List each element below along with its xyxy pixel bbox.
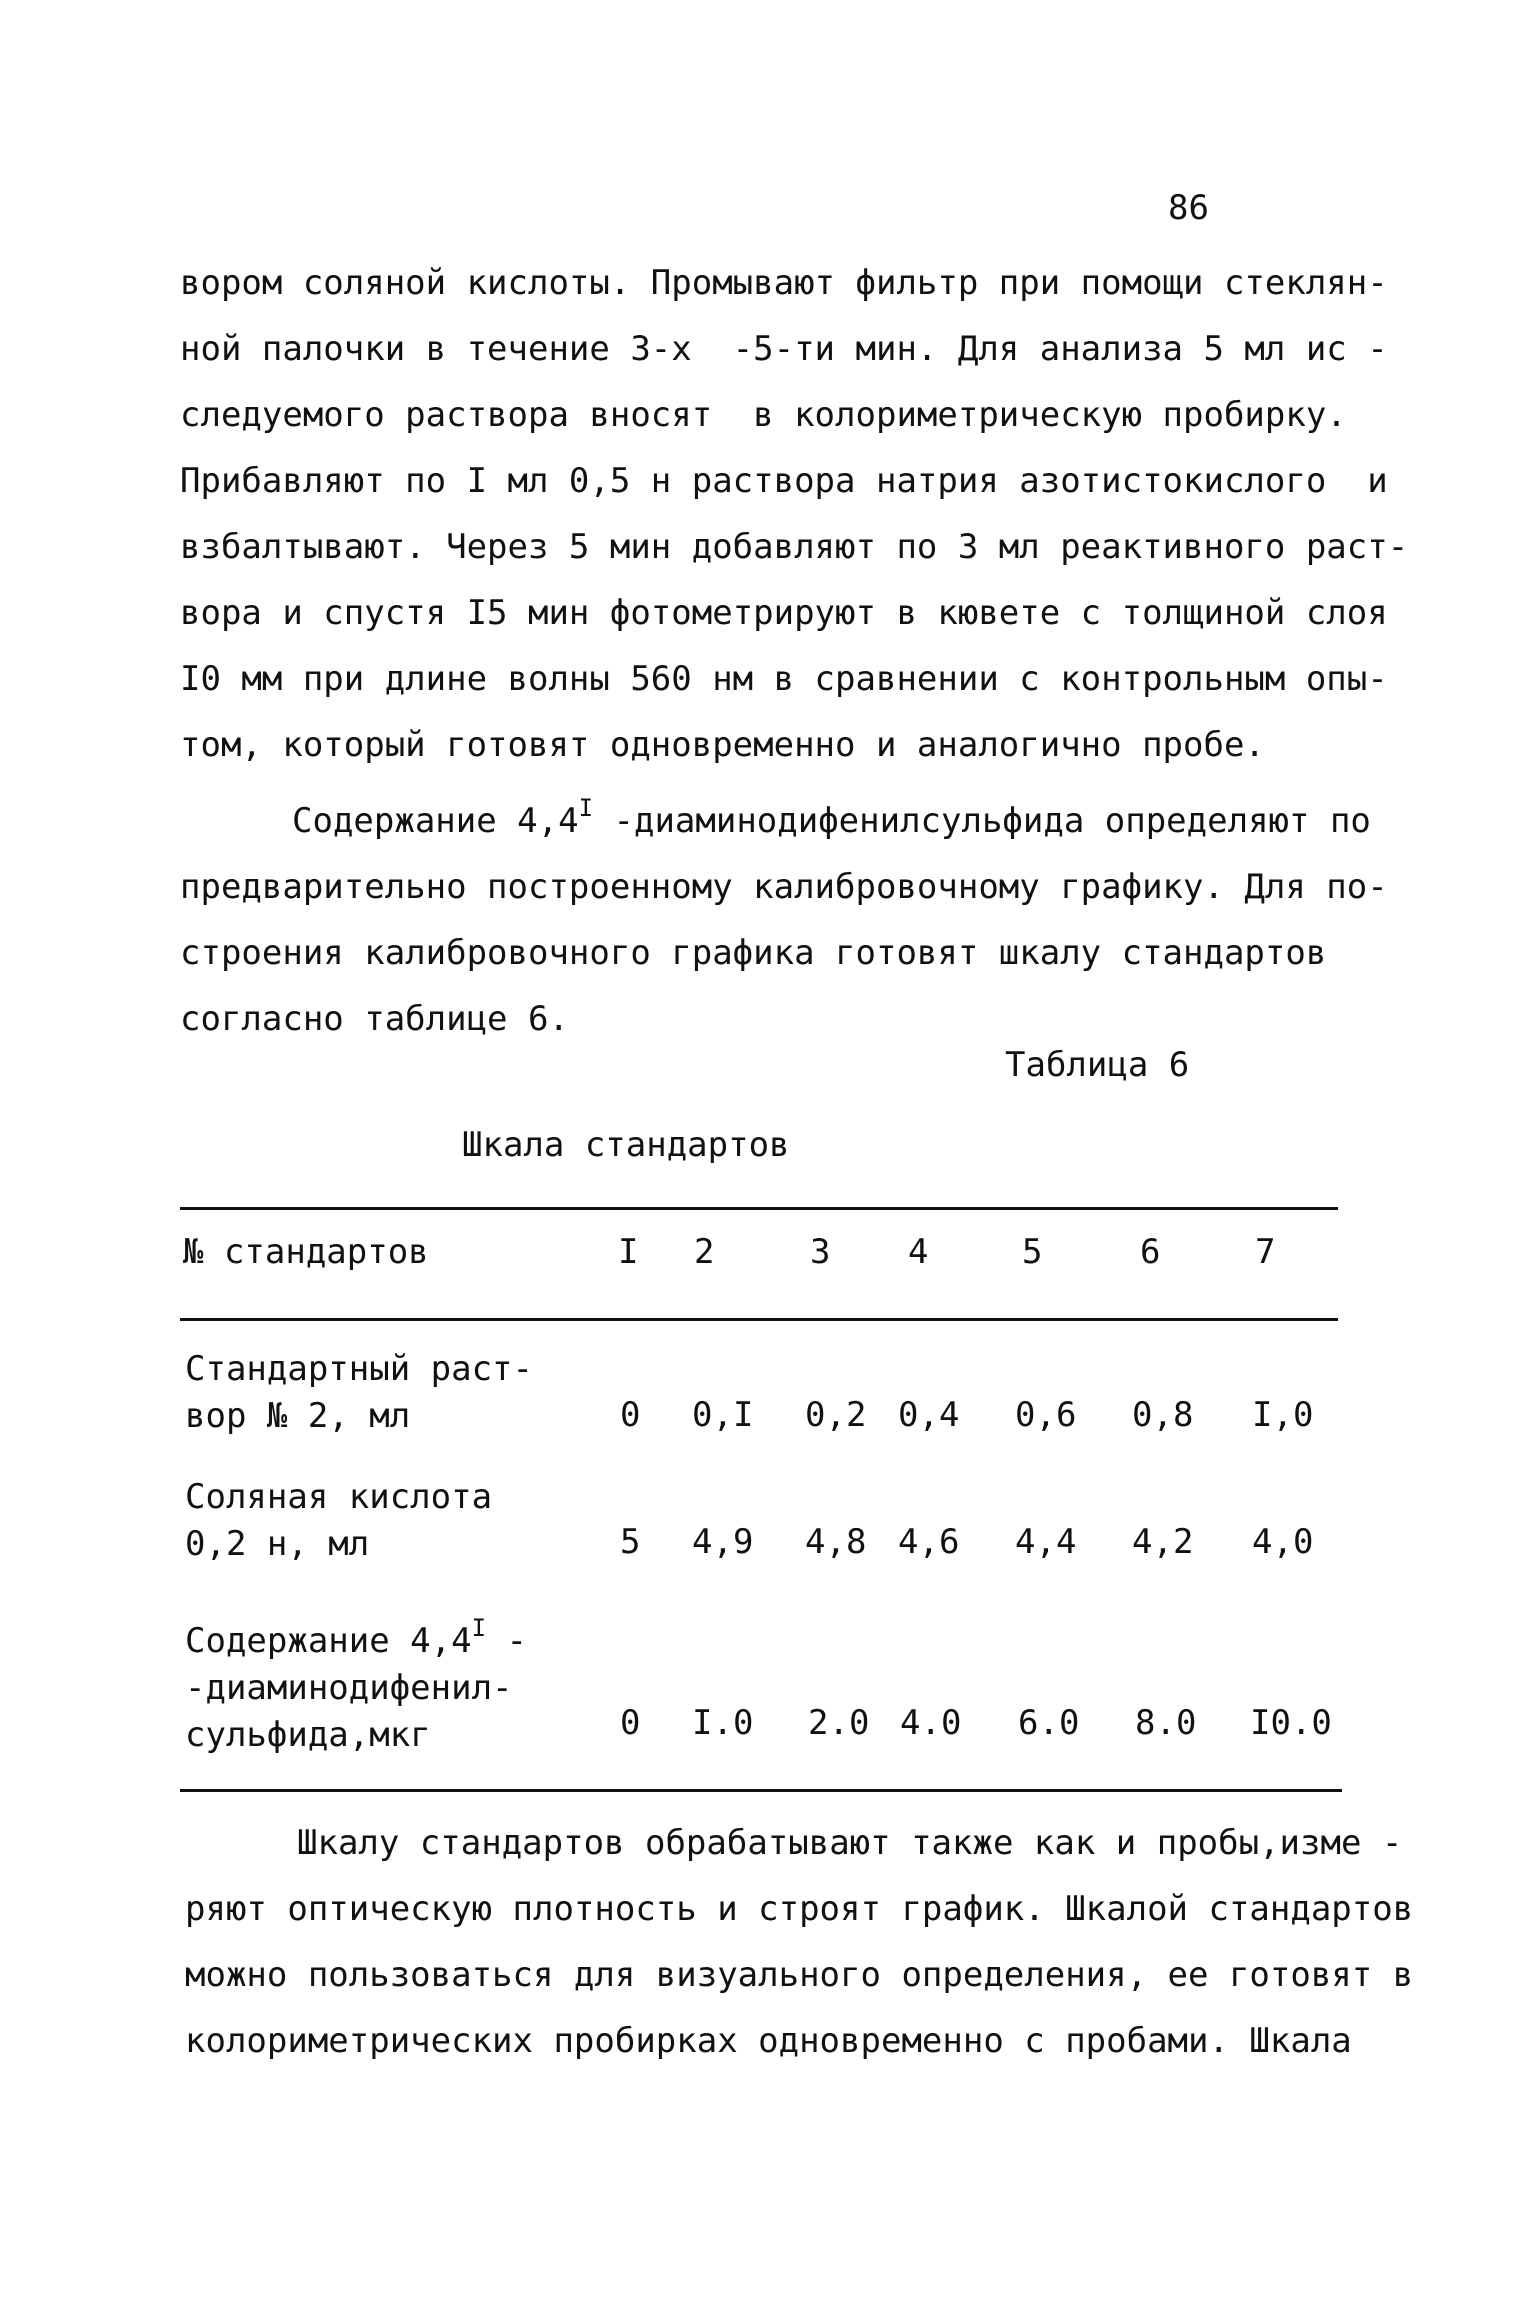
text-line: -диаминодифенил- [185, 1668, 513, 1708]
text-line: Шкалу стандартов обрабатывают также как и пробы,изме - [297, 1823, 1403, 1863]
paragraph-2 [180, 775, 1388, 1052]
text-line: том, который готовят одновременно и аналогично пробе. [180, 725, 1265, 765]
table-header-rule [180, 1318, 1338, 1321]
table-column-header: 4 [908, 1232, 929, 1272]
table-column-header: I [618, 1232, 639, 1272]
text-line: вора и спустя I5 мин фотометрируют в кювете с толщиной слоя [180, 593, 1388, 633]
table-bottom-rule [180, 1789, 1342, 1792]
table-cell: 8.0 [1135, 1703, 1197, 1743]
text-line: можно пользоваться для визуального определения, ее готовят в [185, 1955, 1414, 1995]
text-fragment: -диаминодифенилсульфида определяют по [593, 801, 1371, 841]
table-row-label [185, 1474, 492, 1568]
table-cell: 4,6 [898, 1522, 960, 1562]
text-fragment: - [486, 1621, 527, 1661]
table-cell: 0,6 [1015, 1395, 1077, 1435]
text-line: предварительно построенному калибровочному графику. Для по- [180, 867, 1388, 907]
table-column-header: 3 [810, 1232, 831, 1272]
table-column-header: 5 [1022, 1232, 1043, 1272]
text-line: колориметрических пробирках одновременно с пробами. Шкала [185, 2021, 1352, 2061]
table-column-header: 6 [1140, 1232, 1161, 1272]
table-cell: 0,I [692, 1395, 754, 1435]
table-header-label: № стандартов [183, 1232, 429, 1272]
text-line: ной палочки в течение 3-х -5-ти мин. Для анализа 5 мл ис - [180, 329, 1388, 369]
table-cell: 4,2 [1132, 1522, 1194, 1562]
text-fragment: Содержание 4,4 [292, 801, 579, 841]
text-line: 0,2 н, мл [185, 1524, 370, 1564]
text-line: строения калибровочного графика готовят шкалу стандартов [180, 933, 1327, 973]
text-line: следуемого раствора вносят в колориметрическую пробирку. [180, 395, 1347, 435]
table-cell: 4,9 [692, 1522, 754, 1562]
text-line: ряют оптическую плотность и строят график. Шкалой стандартов [185, 1889, 1414, 1929]
text-line: Соляная кислота [185, 1477, 493, 1517]
table-caption: Таблица 6 [1005, 1045, 1190, 1085]
table-row-label [185, 1605, 527, 1759]
superscript: I [578, 794, 594, 822]
table-cell: 2.0 [808, 1703, 870, 1743]
text-line [185, 1605, 527, 1665]
table-column-header: 2 [694, 1232, 715, 1272]
table-cell: I0.0 [1250, 1703, 1332, 1743]
table-top-rule [180, 1207, 1338, 1210]
table-cell: 5 [620, 1522, 641, 1562]
table-cell: I,0 [1252, 1395, 1314, 1435]
table-cell: 0,2 [805, 1395, 867, 1435]
paragraph-1 [180, 250, 1409, 778]
text-line [180, 775, 1371, 854]
text-fragment: Содержание 4,4 [185, 1621, 472, 1661]
table-cell: 4,8 [805, 1522, 867, 1562]
page-number: 86 [1168, 188, 1209, 228]
text-line: вор № 2, мл [185, 1396, 411, 1436]
table-cell: 4,0 [1252, 1522, 1314, 1562]
text-line: Прибавляют по I мл 0,5 н раствора натрия азотистокислого и [180, 461, 1388, 501]
table-cell: 6.0 [1018, 1703, 1080, 1743]
table-cell: 4.0 [900, 1703, 962, 1743]
text-line: взбалтывают. Через 5 мин добавляют по 3 мл реактивного раст- [180, 527, 1409, 567]
text-line: вором соляной кислоты. Промывают фильтр при помощи стеклян- [180, 263, 1388, 303]
text-line: согласно таблице 6. [180, 999, 569, 1039]
text-line: I0 мм при длине волны 560 нм в сравнении с контрольным опы- [180, 659, 1388, 699]
table-cell: 0,4 [898, 1395, 960, 1435]
table-cell: 0,8 [1132, 1395, 1194, 1435]
table-cell: I.0 [692, 1703, 754, 1743]
table-column-header: 7 [1255, 1232, 1276, 1272]
table-cell: 4,4 [1015, 1522, 1077, 1562]
table-cell: 0 [620, 1395, 641, 1435]
paragraph-3 [185, 1810, 1414, 2074]
text-line: Стандартный раст- [185, 1349, 533, 1389]
superscript: I [471, 1614, 487, 1642]
text-line: сульфида,мкг [185, 1715, 431, 1755]
table-row-label [185, 1346, 533, 1440]
table-cell: 0 [620, 1703, 641, 1743]
table-title: Шкала стандартов [462, 1125, 790, 1165]
